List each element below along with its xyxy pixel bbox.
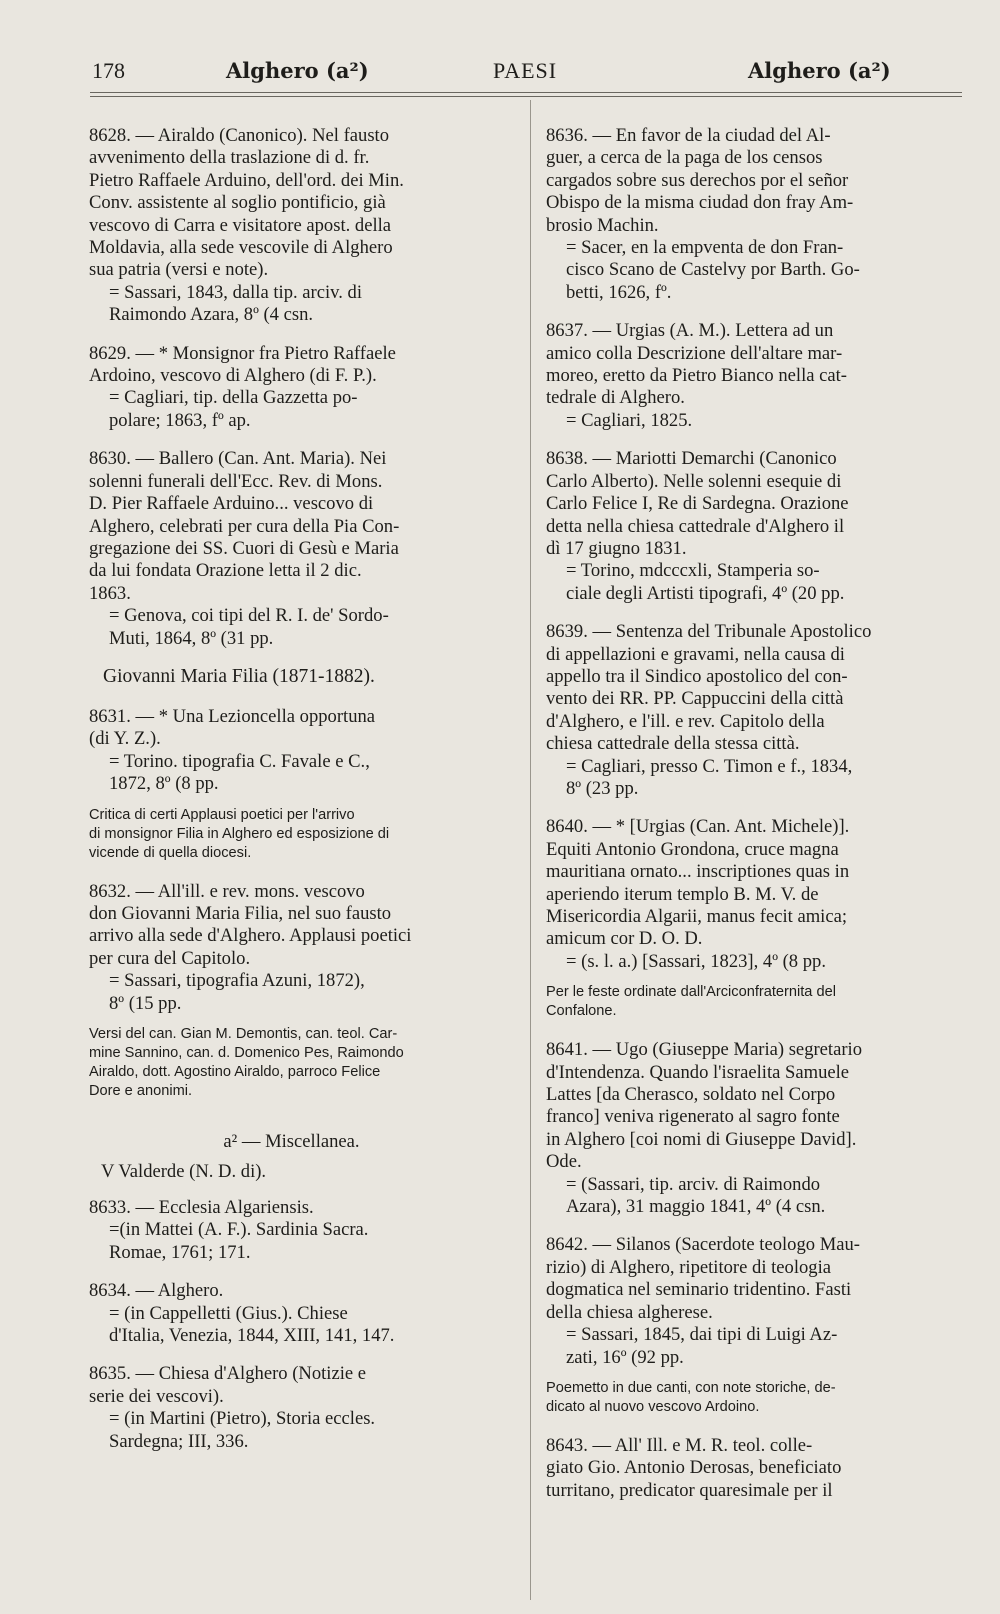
- entry-line: sua patria (versi e note).: [89, 259, 269, 281]
- header-rule-bottom: [90, 96, 962, 97]
- entry-line: Moldavia, alla sede vescovile di Alghero: [89, 237, 393, 259]
- imprint-line: = Sacer, en la empventa de don Fran-: [566, 237, 844, 259]
- imprint-line: = Torino. tipografia C. Favale e C.,: [109, 750, 370, 772]
- entry-line: amicum cor D. O. D.: [546, 928, 703, 950]
- entry-line: Ode.: [546, 1151, 582, 1173]
- entry-line: 8642. — Silanos (Sacerdote teologo Mau-: [546, 1234, 860, 1256]
- column-divider: [530, 100, 531, 1600]
- imprint-line: = (Sassari, tip. arciv. di Raimondo: [566, 1173, 821, 1195]
- left-column: [89, 125, 494, 1469]
- entry-line: Equiti Antonio Grondona, cruce magna: [546, 838, 839, 860]
- imprint-line: = (s. l. a.) [Sassari, 1823], 4º (8 pp.: [566, 950, 826, 972]
- entry-line: turritano, predicator quaresimale per il: [546, 1479, 833, 1501]
- imprint-line: cisco Scano de Castelvy por Barth. Go-: [566, 259, 860, 281]
- note-line: vicende di quella diocesi.: [89, 844, 252, 861]
- entry-8628: [89, 125, 494, 327]
- entry-line: 8629. — * Monsignor fra Pietro Raffaele: [89, 342, 396, 364]
- entry-line: tedrale di Alghero.: [546, 387, 685, 409]
- entry-8632: [89, 881, 494, 1015]
- imprint-line: Azara), 31 maggio 1841, 4º (4 csn.: [566, 1196, 826, 1218]
- entry-8629: [89, 343, 494, 433]
- imprint-line: polare; 1863, fº ap.: [109, 409, 251, 431]
- entry-line: 8643. — All' Ill. e M. R. teol. colle-: [546, 1434, 813, 1456]
- imprint-line: = Sassari, 1845, dai tipi di Luigi Az-: [566, 1324, 838, 1346]
- entry-8639: [546, 621, 951, 800]
- entry-line: rizio) di Alghero, ripetitore di teologia: [546, 1256, 832, 1278]
- entry-line: arrivo alla sede d'Alghero. Applausi poetici: [89, 925, 412, 947]
- imprint-line: ciale degli Artisti tipografi, 4º (20 pp.: [566, 582, 845, 604]
- entry-8643: [546, 1435, 951, 1502]
- entry-line: guer, a cerca de la paga de los censos: [546, 147, 823, 169]
- entry-line: 8637. — Urgias (A. M.). Lettera ad un: [546, 320, 834, 342]
- entry-line: aperiendo iterum templo B. M. V. de: [546, 883, 819, 905]
- entry-line: dogmatica nel seminario tridentino. Fasti: [546, 1279, 852, 1301]
- entry-line: 8632. — All'ill. e rev. mons. vescovo: [89, 880, 365, 902]
- entry-line: Carlo Alberto). Nelle solenni esequie di: [546, 470, 842, 492]
- entry-line: da lui fondata Orazione letta il 2 dic.: [89, 560, 362, 582]
- entry-line: Lattes [da Cherasco, soldato nel Corpo: [546, 1084, 836, 1106]
- imprint-line: = Genova, coi tipi del R. I. de' Sordo-: [109, 605, 389, 627]
- imprint-line: Sardegna; III, 336.: [109, 1430, 249, 1452]
- imprint-line: = (in Martini (Pietro), Storia eccles.: [109, 1408, 376, 1430]
- imprint-line: = Cagliari, presso C. Timon e f., 1834,: [566, 755, 853, 777]
- entry-line: amico colla Descrizione dell'altare mar-: [546, 342, 843, 364]
- note-line: Confalone.: [546, 1003, 617, 1020]
- note-8642: [546, 1379, 951, 1417]
- entry-line: mauritiana ornato... inscriptiones quas in: [546, 861, 850, 883]
- note-8632: [89, 1025, 494, 1101]
- imprint-line: =(in Mattei (A. F.). Sardinia Sacra.: [109, 1219, 369, 1241]
- entry-8641: [546, 1039, 951, 1218]
- entry-line: in Alghero [coi nomi di Giuseppe David].: [546, 1128, 857, 1150]
- imprint-line: zati, 16º (92 pp.: [566, 1346, 684, 1368]
- entry-line: Ardoino, vescovo di Alghero (di F. P.).: [89, 365, 377, 387]
- entry-line: cargados sobre sus derechos por el señor: [546, 169, 849, 191]
- entry-8630: [89, 448, 494, 650]
- entry-line: don Giovanni Maria Filia, nel suo fausto: [89, 902, 392, 924]
- entry-line: D. Pier Raffaele Arduino... vescovo di: [89, 493, 374, 515]
- imprint-line: = Torino, mdcccxli, Stamperia so-: [566, 560, 820, 582]
- imprint-line: Romae, 1761; 171.: [109, 1241, 251, 1263]
- entry-line: di appellazioni e gravami, nella causa di: [546, 643, 845, 665]
- note-line: di monsignor Filia in Alghero ed esposizione di: [89, 825, 390, 842]
- entry-line: 8634. — Alghero.: [89, 1280, 224, 1302]
- imprint-line: = (in Cappelletti (Gius.). Chiese: [109, 1302, 348, 1324]
- note-line: Critica di certi Applausi poetici per l'arrivo: [89, 806, 355, 823]
- note-8631: [89, 806, 494, 863]
- note-8640: [546, 983, 951, 1021]
- imprint-line: = Cagliari, 1825.: [566, 409, 693, 431]
- entry-8633: [89, 1197, 494, 1264]
- entry-line: Pietro Raffaele Arduino, dell'ord. dei Min.: [89, 169, 404, 191]
- entry-line: avvenimento della traslazione di d. fr.: [89, 147, 370, 169]
- section-title-miscellanea: a² — Miscellanea.: [223, 1131, 360, 1152]
- entry-line: dì 17 giugno 1831.: [546, 537, 687, 559]
- imprint-line: Muti, 1864, 8º (31 pp.: [109, 627, 274, 649]
- imprint-line: betti, 1626, fº.: [566, 281, 672, 303]
- imprint-line: d'Italia, Venezia, 1844, XIII, 141, 147.: [109, 1325, 395, 1347]
- note-line: Dore e anonimi.: [89, 1083, 193, 1099]
- entry-8640: [546, 816, 951, 973]
- entry-8642: [546, 1234, 951, 1368]
- note-line: mine Sannino, can. d. Domenico Pes, Raimondo: [89, 1045, 404, 1061]
- right-column: [546, 125, 951, 1518]
- entry-8631: [89, 706, 494, 796]
- entry-line: d'Intendenza. Quando l'israelita Samuele: [546, 1061, 850, 1083]
- entry-line: 8640. — * [Urgias (Can. Ant. Michele)].: [546, 816, 850, 838]
- entry-line: per cura del Capitolo.: [89, 947, 251, 969]
- left-running-title: Alghero (a²): [226, 58, 369, 83]
- entry-line: appello tra il Sindico apostolico del con-: [546, 665, 848, 687]
- entry-line: 8635. — Chiesa d'Alghero (Notizie e: [89, 1363, 367, 1385]
- cross-reference: V Valderde (N. D. di).: [101, 1161, 267, 1182]
- imprint-line: 8º (15 pp.: [109, 992, 182, 1014]
- entry-line: serie dei vescovi).: [89, 1385, 224, 1407]
- note-line: dicato al nuovo vescovo Ardoino.: [546, 1398, 760, 1415]
- entry-line: 8639. — Sentenza del Tribunale Apostolico: [546, 621, 872, 643]
- note-line: Airaldo, dott. Agostino Airaldo, parroco Felice: [89, 1064, 381, 1080]
- entry-line: (di Y. Z.).: [89, 728, 161, 750]
- note-line: Poemetto in due canti, con note storiche, de-: [546, 1379, 836, 1396]
- imprint-line: = Sassari, 1843, dalla tip. arciv. di: [109, 281, 363, 303]
- entry-line: 8641. — Ugo (Giuseppe Maria) segretario: [546, 1039, 863, 1061]
- entry-line: 8633. — Ecclesia Algariensis.: [89, 1197, 314, 1218]
- entry-line: 8636. — En favor de la ciudad del Al-: [546, 125, 831, 146]
- entry-line: gregazione dei SS. Cuori di Gesù e Maria: [89, 537, 399, 559]
- entry-8637: [546, 320, 951, 432]
- entry-line: Alghero, celebrati per cura della Pia Con-: [89, 515, 400, 537]
- entry-8635: [89, 1363, 494, 1453]
- bishop-heading: Giovanni Maria Filia (1871-1882).: [103, 665, 375, 687]
- imprint-line: = Sassari, tipografia Azuni, 1872),: [109, 970, 365, 992]
- imprint-line: Raimondo Azara, 8º (4 csn.: [109, 304, 314, 326]
- entry-line: giato Gio. Antonio Derosas, beneficiato: [546, 1457, 842, 1479]
- entry-line: 8630. — Ballero (Can. Ant. Maria). Nei: [89, 448, 387, 470]
- right-running-title: Alghero (a²): [748, 58, 891, 83]
- entry-8638: [546, 448, 951, 605]
- entry-line: 1863.: [89, 582, 131, 604]
- entry-line: della chiesa algherese.: [546, 1301, 713, 1323]
- entry-line: detta nella chiesa cattedrale d'Alghero il: [546, 515, 845, 537]
- entry-8634: [89, 1280, 494, 1347]
- imprint-line: 8º (23 pp.: [566, 777, 639, 799]
- entry-line: Misericordia Algarii, manus fecit amica;: [546, 906, 848, 927]
- entry-line: 8631. — * Una Lezioncella opportuna: [89, 705, 376, 727]
- entry-line: 8638. — Mariotti Demarchi (Canonico: [546, 448, 837, 470]
- header-rule-top: [90, 92, 962, 93]
- entry-line: Carlo Felice I, Re di Sardegna. Orazione: [546, 493, 849, 515]
- imprint-line: = Cagliari, tip. della Gazzetta po-: [109, 387, 358, 409]
- entry-line: Conv. assistente al soglio pontificio, già: [89, 192, 386, 214]
- entry-line: solenni funerali dell'Ecc. Rev. di Mons.: [89, 470, 383, 492]
- entry-line: chiesa cattedrale della stessa città.: [546, 733, 800, 755]
- entry-line: vescovo di Carra e visitatore apost. della: [89, 214, 392, 236]
- entry-line: brosio Machin.: [546, 214, 659, 236]
- entry-line: Obispo de la misma ciudad don fray Am-: [546, 192, 854, 214]
- running-header: [88, 52, 960, 92]
- entry-line: franco] veniva rigenerato al sagro fonte: [546, 1106, 840, 1128]
- note-line: Per le feste ordinate dall'Arciconfraternita del: [546, 984, 836, 1001]
- entry-8636: [546, 125, 951, 304]
- entry-line: d'Alghero, e l'ill. e rev. Capitolo della: [546, 710, 825, 732]
- center-running-title: PAESI: [493, 58, 558, 83]
- note-line: Versi del can. Gian M. Demontis, can. teol. Car-: [89, 1026, 398, 1042]
- page-number: 178: [92, 58, 125, 83]
- entry-line: 8628. — Airaldo (Canonico). Nel fausto: [89, 125, 390, 146]
- imprint-line: 1872, 8º (8 pp.: [109, 773, 219, 795]
- entry-line: moreo, eretto da Pietro Bianco nella cat-: [546, 365, 847, 387]
- entry-line: vento dei RR. PP. Cappuccini della città: [546, 688, 844, 710]
